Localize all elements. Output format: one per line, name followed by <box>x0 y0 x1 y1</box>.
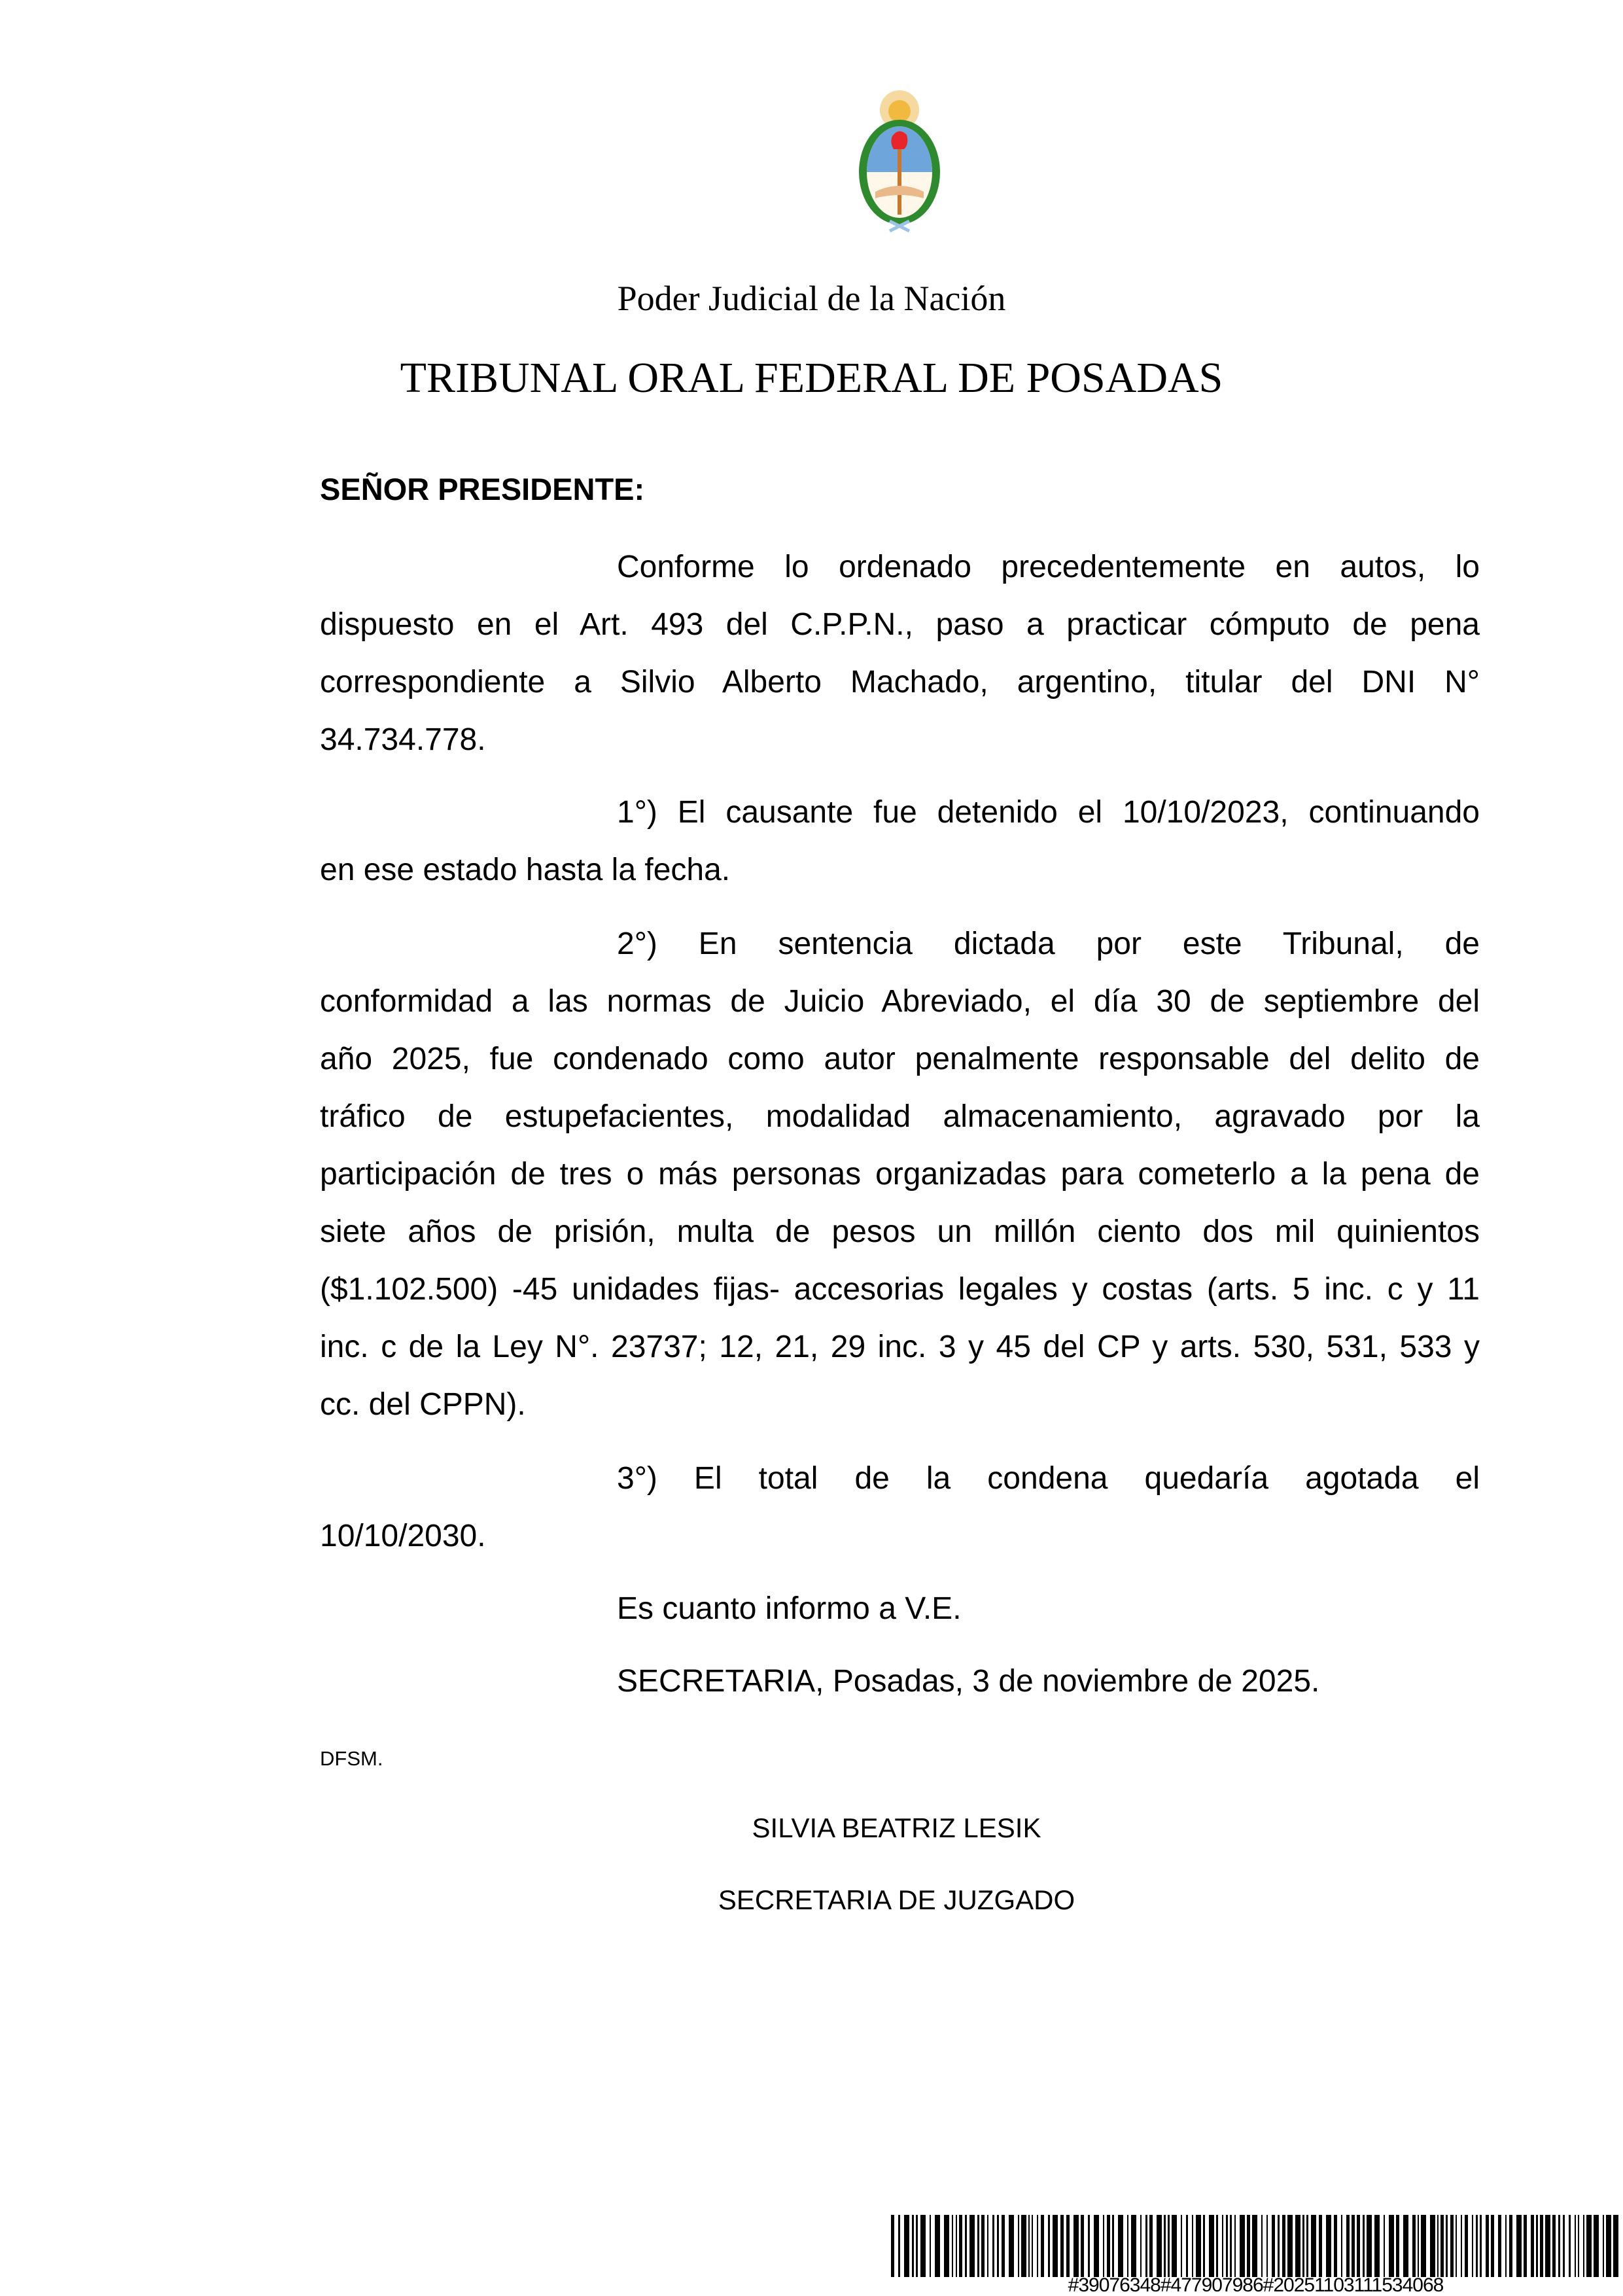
barcode-bar <box>1516 2215 1522 2277</box>
barcode-bar <box>997 2215 999 2277</box>
barcode-bar <box>1594 2215 1599 2277</box>
body-line: participación de tres o más personas organizadas para cometerlo a la pena de <box>320 1157 1480 1192</box>
barcode-bar <box>1476 2215 1478 2277</box>
barcode-bar <box>1341 2215 1342 2277</box>
barcode-bar <box>1430 2215 1435 2277</box>
body-line: 34.734.778. <box>320 722 486 757</box>
barcode-bar <box>1357 2215 1360 2277</box>
barcode-bar <box>1505 2215 1507 2277</box>
barcode-bar <box>898 2215 900 2277</box>
body-line: cc. del CPPN). <box>320 1387 526 1422</box>
signer-title: SECRETARIA DE JUZGADO <box>718 1884 1075 1915</box>
barcode-bar <box>981 2215 985 2277</box>
barcode-bar <box>1396 2215 1399 2277</box>
barcode-bar <box>977 2215 979 2277</box>
barcode-bar <box>1346 2215 1350 2277</box>
barcode-bar <box>1575 2215 1576 2277</box>
barcode-bar <box>1480 2215 1482 2277</box>
institution-name: Poder Judicial de la Nación <box>617 279 1006 318</box>
barcode-bar <box>1266 2215 1268 2277</box>
barcode <box>891 2215 1620 2277</box>
barcode-bar <box>1524 2215 1527 2277</box>
barcode-bar <box>1334 2215 1337 2277</box>
body-line: en ese estado hasta la fecha. <box>320 853 731 887</box>
barcode-bar <box>956 2215 957 2277</box>
barcode-bar <box>1234 2215 1236 2277</box>
barcode-bar <box>1461 2215 1462 2277</box>
barcode-bar <box>1112 2215 1114 2277</box>
barcode-bar <box>1209 2215 1214 2277</box>
barcode-bar <box>1230 2215 1232 2277</box>
barcode-bar <box>1140 2215 1142 2277</box>
body-line: año 2025, fue condenado como autor penalmente responsable del delito de <box>320 1042 1480 1076</box>
barcode-bar <box>1149 2215 1153 2277</box>
barcode-bar <box>1418 2215 1419 2277</box>
barcode-bar <box>1240 2215 1245 2277</box>
barcode-bar <box>1222 2215 1223 2277</box>
barcode-bar <box>1107 2215 1110 2277</box>
barcode-bar <box>965 2215 967 2277</box>
barcode-bar <box>1186 2215 1188 2277</box>
barcode-bar <box>1216 2215 1218 2277</box>
barcode-bar <box>1131 2215 1136 2277</box>
barcode-bar <box>1060 2215 1064 2277</box>
barcode-bar <box>1613 2215 1618 2277</box>
barcode-bar <box>952 2215 953 2277</box>
barcode-bar <box>1384 2215 1385 2277</box>
barcode-bar <box>1002 2215 1005 2277</box>
barcode-bar <box>912 2215 914 2277</box>
barcode-bar <box>1363 2215 1365 2277</box>
barcode-bar <box>1018 2215 1019 2277</box>
initials: DFSM. <box>320 1747 383 1770</box>
barcode-bar <box>1282 2215 1285 2277</box>
barcode-bar <box>1509 2215 1512 2277</box>
barcode-bar <box>969 2215 975 2277</box>
barcode-bar <box>987 2215 988 2277</box>
barcode-bar <box>1073 2215 1079 2277</box>
body-line: 1°) El causante fue detenido el 10/10/2023, continuando <box>617 795 1480 830</box>
barcode-bar <box>1311 2215 1316 2277</box>
barcode-bar <box>1295 2215 1300 2277</box>
barcode-bar <box>1569 2215 1571 2277</box>
barcode-bar <box>1603 2215 1604 2277</box>
barcode-bar <box>1066 2215 1070 2277</box>
body-line: ($1.102.500) -45 unidades fijas- accesorias legales y costas (arts. 5 inc. c y 11 <box>320 1272 1480 1307</box>
barcode-bar <box>1028 2215 1030 2277</box>
barcode-bar <box>1103 2215 1104 2277</box>
barcode-bar <box>1498 2215 1501 2277</box>
barcode-bar <box>1552 2215 1556 2277</box>
body-line: Es cuanto informo a V.E. <box>617 1591 962 1626</box>
barcode-bar <box>1302 2215 1304 2277</box>
barcode-bar <box>1412 2215 1416 2277</box>
barcode-bar <box>1261 2215 1263 2277</box>
barcode-bar <box>1272 2215 1275 2277</box>
barcode-bar <box>1041 2215 1044 2277</box>
barcode-bar <box>992 2215 994 2277</box>
barcode-bar <box>1247 2215 1250 2277</box>
barcode-bar <box>1287 2215 1293 2277</box>
barcode-bar <box>1192 2215 1193 2277</box>
body-line: tráfico de estupefacientes, modalidad almacenamiento, agravado por la <box>320 1099 1480 1134</box>
barcode-bar <box>1021 2215 1026 2277</box>
barcode-bar <box>1181 2215 1182 2277</box>
body-line: SECRETARIA, Posadas, 3 de noviembre de 2025. <box>617 1664 1320 1699</box>
barcode-bar <box>1226 2215 1228 2277</box>
barcode-bar <box>1440 2215 1444 2277</box>
barcode-bar <box>1009 2215 1014 2277</box>
barcode-bar <box>1306 2215 1308 2277</box>
barcode-bar <box>1081 2215 1084 2277</box>
barcode-bar <box>1446 2215 1448 2277</box>
barcode-bar <box>1127 2215 1128 2277</box>
barcode-bar <box>1472 2215 1473 2277</box>
barcode-bar <box>1037 2215 1038 2277</box>
salutation: SEÑOR PRESIDENTE: <box>320 472 645 506</box>
barcode-bar <box>1203 2215 1205 2277</box>
barcode-bar <box>1168 2215 1170 2277</box>
barcode-bar <box>1252 2215 1257 2277</box>
body-line: correspondiente a Silvio Alberto Machado, argentino, titular del DNI N° <box>320 665 1480 699</box>
barcode-bar <box>1578 2215 1579 2277</box>
body-line: 3°) El total de la condena quedaría agotada el <box>617 1461 1480 1496</box>
barcode-bar <box>1563 2215 1565 2277</box>
barcode-bar <box>1048 2215 1050 2277</box>
barcode-bar <box>1278 2215 1280 2277</box>
barcode-bar <box>1118 2215 1123 2277</box>
barcode-bar <box>1088 2215 1090 2277</box>
barcode-bar <box>1606 2215 1611 2277</box>
body-line: inc. c de la Ley N°. 23737; 12, 21, 29 inc. 3 y 45 del CP y arts. 530, 531, 533 y <box>320 1330 1480 1364</box>
barcode-bar <box>1540 2215 1543 2277</box>
barcode-bar <box>916 2215 918 2277</box>
barcode-bar <box>930 2215 931 2277</box>
barcode-bar <box>1352 2215 1355 2277</box>
barcode-bar <box>891 2215 894 2277</box>
barcode-bar <box>1465 2215 1468 2277</box>
barcode-bar <box>1326 2215 1331 2277</box>
barcode-bar <box>1456 2215 1457 2277</box>
barcode-bar <box>1450 2215 1454 2277</box>
body-line: conformidad a las normas de Juicio Abreviado, el día 30 de septiembre del <box>320 984 1480 1019</box>
barcode-bar <box>1486 2215 1489 2277</box>
barcode-bar <box>1145 2215 1147 2277</box>
barcode-bar <box>1319 2215 1322 2277</box>
signer-name: SILVIA BEATRIZ LESIK <box>752 1812 1041 1843</box>
barcode-bar <box>1389 2215 1394 2277</box>
body-line: dispuesto en el Art. 493 del C.P.P.N., paso a practicar cómputo de pena <box>320 607 1480 642</box>
barcode-bar <box>1374 2215 1380 2277</box>
barcode-bar <box>935 2215 940 2277</box>
barcode-bar <box>1536 2215 1538 2277</box>
barcode-bar <box>1164 2215 1166 2277</box>
barcode-bar <box>1196 2215 1201 2277</box>
barcode-bar <box>1421 2215 1426 2277</box>
barcode-bar <box>1172 2215 1177 2277</box>
barcode-bar <box>1586 2215 1592 2277</box>
barcode-bar <box>1094 2215 1099 2277</box>
court-name: TRIBUNAL ORAL FEDERAL DE POSADAS <box>400 354 1223 402</box>
barcode-bar <box>1531 2215 1534 2277</box>
barcode-bar <box>920 2215 926 2277</box>
body-line: Conforme lo ordenado precedentemente en autos, lo <box>617 550 1480 584</box>
barcode-bar <box>1157 2215 1162 2277</box>
body-line: 10/10/2030. <box>320 1519 486 1553</box>
barcode-bar <box>1403 2215 1408 2277</box>
argentina-coat-of-arms-seal <box>850 84 949 234</box>
barcode-bar <box>1032 2215 1033 2277</box>
body-line: 2°) En sentencia dictada por este Tribunal, de <box>617 927 1480 961</box>
body-line: siete años de prisión, multa de pesos un millón ciento dos mil quinientos <box>320 1214 1480 1249</box>
barcode-bar <box>944 2215 949 2277</box>
barcode-bar <box>1545 2215 1550 2277</box>
barcode-bar <box>1367 2215 1372 2277</box>
barcode-bar <box>1053 2215 1058 2277</box>
barcode-bar <box>1558 2215 1560 2277</box>
barcode-bar <box>904 2215 909 2277</box>
barcode-bar <box>1491 2215 1494 2277</box>
barcode-number: #39076348#477907986#20251103111534068 <box>1068 2274 1444 2296</box>
barcode-bar <box>959 2215 962 2277</box>
barcode-bar <box>1437 2215 1439 2277</box>
barcode-bar <box>1583 2215 1584 2277</box>
